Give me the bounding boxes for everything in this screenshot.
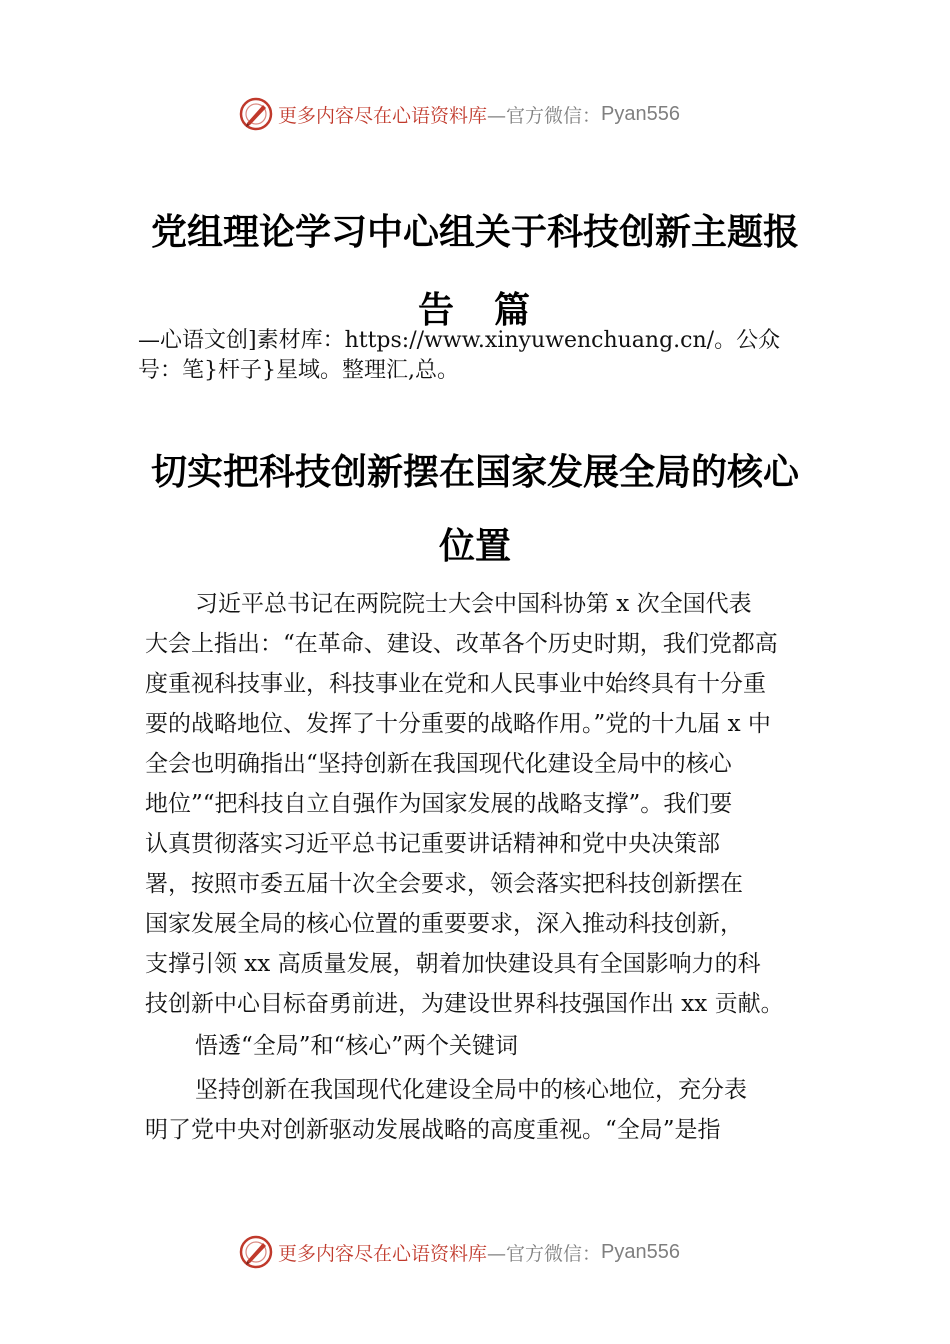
body-line: 习近平总书记在两院院士大会中国科协第 x 次全国代表 [195, 591, 752, 617]
body-line: 支撑引领 xx 高质量发展，朝着加快建设具有全国影响力的科 [145, 951, 761, 977]
body-line: 大会上指出：“在革命、建设、改革各个历史时期，我们党都高 [145, 631, 778, 657]
banner-red-text: 更多内容尽在心语资料库 [278, 1242, 488, 1265]
header-banner [238, 96, 738, 132]
banner-gray-text: —官方微信： [487, 1242, 602, 1265]
body-subheading: 悟透“全局”和“核心”两个关键词 [195, 1033, 519, 1059]
banner-wechat-id: Pyan556 [601, 1240, 680, 1263]
body-line: 国家发展全局的核心位置的重要要求，深入推动科技创新， [145, 911, 743, 937]
title-char-a: 告 [417, 289, 456, 331]
body-text [145, 584, 835, 1150]
pen-circle-logo-icon [238, 96, 274, 132]
body-line: 度重视科技事业，科技事业在党和人民事业中始终具有十分重 [145, 671, 766, 697]
pen-circle-logo-icon [238, 1234, 274, 1270]
footer-banner [238, 1234, 738, 1270]
body-line: 认真贯彻落实习近平总书记重要讲话精神和党中央决策部 [145, 831, 720, 857]
section-heading-line2: 位置 [438, 525, 511, 567]
document-title-line1: 党组理论学习中心组关于科技创新主题报 [150, 211, 799, 253]
source-line1: —心语文创]素材库：https://www.xinyuwenchuang.cn/。公众 [138, 328, 781, 353]
title-char-b: 篇 [494, 289, 533, 331]
body-line: 全会也明确指出“坚持创新在我国现代化建设全局中的核心 [145, 751, 732, 777]
body-line: 坚持创新在我国现代化建设全局中的核心地位，充分表 [195, 1077, 747, 1103]
source-line2: 号：笔}杆子}星域。整理汇,总。 [138, 358, 459, 383]
section-heading-line1: 切实把科技创新摆在国家发展全局的核心 [150, 451, 799, 493]
source-note [138, 326, 838, 386]
banner-red-text: 更多内容尽在心语资料库 [278, 104, 488, 127]
body-line: 署，按照市委五届十次全会要求，领会落实把科技创新摆在 [145, 871, 743, 897]
body-line: 明了党中央对创新驱动发展战略的高度重视。“全局”是指 [145, 1117, 721, 1143]
banner-wechat-id: Pyan556 [601, 102, 680, 125]
body-line: 地位”“把科技自立自强作为国家发展的战略支撑”。我们要 [145, 791, 733, 817]
body-line: 技创新中心目标奋勇前进，为建设世界科技强国作出 xx 贡献。 [145, 991, 784, 1017]
body-line: 要的战略地位、发挥了十分重要的战略作用。”党的十九届 x 中 [145, 711, 771, 737]
banner-gray-text: —官方微信： [487, 104, 602, 127]
